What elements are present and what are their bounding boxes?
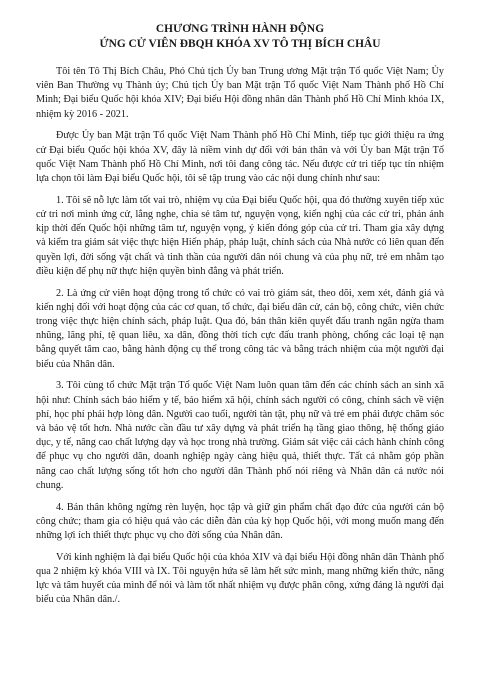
- paragraph-point-3: 3. Tôi cùng tổ chức Mặt trận Tổ quốc Việt Nam luôn quan tâm đến các chính sách an sinh xã hội như: Chính sách bảo hiểm y tế, bảo hiểm xã hội, chính sách người có công, chính sách về viện phí, học phí phải hợp lòng dân. Người cao tuổi, người tàn tật, phụ nữ và trẻ em phải được chăm sóc và bảo vệ tốt hơn. Nhà nước cần đầu tư xây dựng và phát triển hạ tầng giao thông, hệ thống giáo dục, y tế, nâng cao chất lượng dạy và học trong nhà trường. Giám sát việc cải cách hành chính công để phục vụ cho người dân, doanh nghiệp ngày càng hiệu quả, thiết thực. Tất cả nhằm góp phần nâng cao chất lượng sống tốt hơn cho người dân Thành phố nói riêng và Nhân dân cả nước nói chung.: [36, 380, 444, 491]
- paragraph-point-4: 4. Bản thân không ngừng rèn luyện, học tập và giữ gìn phẩm chất đạo đức của người cán bộ công chức; tham gia có hiệu quả vào các diễn đàn của kỳ họp Quốc hội, với mong muốn mang đến những lợi ích thiết thực phục vụ cho đời sống của Nhân dân.: [36, 501, 444, 542]
- paragraph-nomination: Được Ủy ban Mặt trận Tổ quốc Việt Nam Thành phố Hồ Chí Minh, tiếp tục giới thiệu ra ứng cử Đại biểu Quốc hội khóa XV, đây là niềm vinh dự đối với bản thân và với Ủy ban Mặt trận Tổ quốc Việt Nam Thành phố Hồ Chí Minh, nơi tôi đang công tác. Nếu được cử tri tiếp tục tín nhiệm lựa chọn tôi làm Đại biểu Quốc hội, tôi sẽ tập trung vào các nội dung chính như sau:: [36, 130, 444, 185]
- document-title: CHƯƠNG TRÌNH HÀNH ĐỘNG: [155, 23, 325, 35]
- paragraph-introduction: Tôi tên Tô Thị Bích Châu, Phó Chủ tịch Ủy ban Trung ương Mặt trận Tổ quốc Việt Nam; Ủy viên Ban Thường vụ Thành ủy; Chủ tịch Ủy ban Mặt trận Tổ quốc Việt Nam Thành phố Hồ Chí Minh; Đại biểu Quốc hội khóa XIV; Đại biểu Hội đồng nhân dân Thành phố Hồ Chí Minh khóa IX, nhiệm kỳ 2016 - 2021.: [36, 66, 444, 120]
- paragraph-point-1: 1. Tôi sẽ nỗ lực làm tốt vai trò, nhiệm vụ của Đại biểu Quốc hội, qua đó thường xuyên tiếp xúc cử tri nơi mình ứng cử, lắng nghe, chia sẻ tâm tư, nguyện vọng, kiến nghị của các cử tri, phản ánh kịp thời đến Quốc hội những tâm tư, nguyện vọng, ý kiến đóng góp của cử tri. Tham gia xây dựng và kiểm tra giám sát việc thực hiện Hiến pháp, pháp luật, chính sách của Nhà nước có liên quan đến quyền lợi, đời sống vật chất và tinh thần của người dân nói chung và của phụ nữ, trẻ em nhằm tạo điều kiện để phụ nữ thực hiện quyền bình đẳng và phát triển.: [36, 194, 444, 277]
- document-subtitle: ỨNG CỬ VIÊN ĐBQH KHÓA XV TÔ THỊ BÍCH CHÂU: [99, 38, 381, 50]
- paragraph-conclusion: Với kinh nghiệm là đại biểu Quốc hội của khóa XIV và đại biểu Hội đồng nhân dân Thành phố qua 2 nhiệm kỳ khóa VIII và IX. Tôi nguyện hứa sẽ làm hết sức mình, mang những kiến thức, năng lực và tâm huyết của mình để nói và làm tốt nhất nhiệm vụ được phân công, xứng đáng là người đại biểu của Nhân dân./.: [36, 551, 444, 606]
- paragraph-point-2: 2. Là ứng cử viên hoạt động trong tổ chức có vai trò giám sát, theo dõi, xem xét, đánh giá và kiến nghị đối với hoạt động của các cơ quan, tổ chức, đại biểu dân cử, cán bộ, công chức, viên chức trong việc thực hiện chính sách, pháp luật. Qua đó, bản thân kiên quyết đấu tranh ngăn ngừa tham nhũng, lãng phí, tệ quan liêu, xa dân, đồng thời tích cực đấu tranh phòng, chống các loại tệ nạn bằng quyết tâm cao, bằng hành động cụ thể trong công tác và bằng trách nhiệm của một người đại biểu của Nhân dân.: [36, 287, 444, 370]
